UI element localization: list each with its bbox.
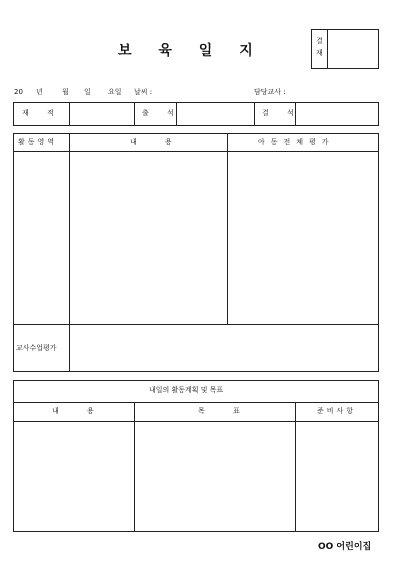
plan-content-cell[interactable] [14,422,133,531]
activity-area-cell[interactable] [14,152,68,323]
teacher-label: 담당교사 : [254,88,286,96]
plan-header-content: 내 용 [52,407,107,415]
page-title: 보 육 일 지 [118,43,264,59]
enrolled-value-cell[interactable] [70,103,133,125]
present-value-cell[interactable] [177,103,253,125]
teacher-eval-cell[interactable] [70,325,378,371]
plan-title: 내일의 활동계획 및 목표 [149,386,224,394]
daycare-name: OO 어린이집 [318,542,372,552]
absent-label: 결 석 [262,109,302,117]
activity-content-cell[interactable] [70,152,226,323]
plan-goal-cell[interactable] [135,422,294,531]
year-label: 년 [36,88,43,96]
header-content: 내 용 [130,138,185,146]
enrolled-label: 재 적 [22,109,62,117]
approval-divider [327,29,328,69]
attendance-divider [254,102,255,126]
plan-prep-cell[interactable] [296,422,378,531]
approval-label-bottom: 재 [316,49,323,57]
weather-label: 날씨 : [134,88,153,96]
month-label: 월 [62,88,69,96]
plan-header-goal: 목 표 [198,407,253,415]
child-eval-cell[interactable] [228,152,378,323]
year-prefix: 20 [14,88,23,96]
present-label: 출 석 [142,109,182,117]
attendance-divider [134,102,135,126]
teacher-eval-label: 교사수업평가 [16,344,57,352]
header-child-eval: 아동전체평가 [258,138,335,146]
approval-label-top: 결 [316,37,323,45]
weekday-label: 요일 [108,88,122,96]
day-label: 일 [84,88,91,96]
plan-header-prep: 준비사항 [317,407,357,415]
absent-value-cell[interactable] [296,103,378,125]
header-activity-area: 활동영역 [18,138,58,146]
plan-title-line [13,402,379,403]
